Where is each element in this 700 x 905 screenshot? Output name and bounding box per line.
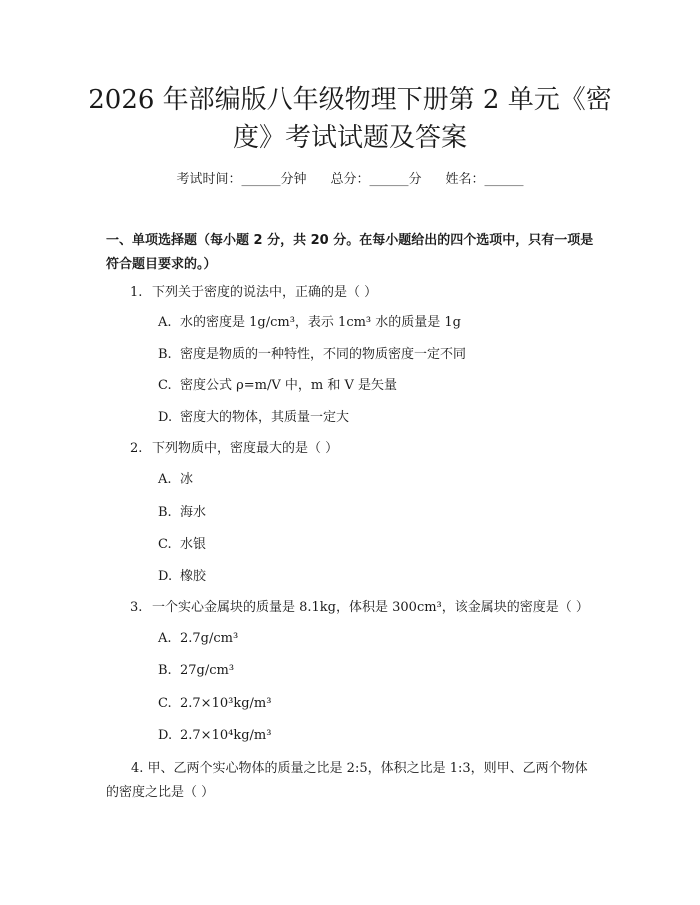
- option-text: 冰: [180, 472, 194, 487]
- section-heading: 一、单项选择题（每小题 2 分，共 20 分。在每小题给出的四个选项中，只有一项是符合题目要求的。）: [106, 233, 594, 272]
- question-2: [130, 437, 338, 461]
- option-1d: [158, 408, 349, 428]
- option-letter: B.: [158, 663, 172, 678]
- option-2c: [158, 535, 206, 555]
- option-text: 橡胶: [180, 569, 207, 584]
- exam-meta-row: [0, 168, 700, 187]
- option-letter: C.: [158, 696, 172, 711]
- option-3b: [158, 661, 234, 681]
- question-text: 下列关于密度的说法中，正确的是（ ）: [152, 285, 378, 300]
- option-letter: A.: [158, 315, 172, 330]
- option-1b: [158, 345, 466, 365]
- question-number: 4.: [131, 761, 144, 776]
- option-text: 密度是物质的一种特性，不同的物质密度一定不同: [180, 347, 467, 362]
- option-text: 海水: [180, 505, 207, 520]
- option-letter: B.: [158, 347, 172, 362]
- question-number: 1.: [130, 285, 143, 300]
- option-text: 水银: [180, 537, 207, 552]
- option-letter: D.: [158, 728, 173, 743]
- option-text: 2.7g/cm³: [180, 631, 239, 646]
- option-letter: C.: [158, 378, 172, 393]
- question-number: 2.: [130, 441, 143, 456]
- total-score: 总分：______分: [330, 172, 422, 187]
- option-1a: [158, 313, 461, 333]
- option-3d: [158, 726, 271, 746]
- question-1: [130, 281, 377, 305]
- exam-title-line-2: 度》考试试题及答案: [232, 123, 467, 153]
- option-3a: [158, 629, 238, 649]
- option-text: 2.7×10⁴kg/m³: [180, 728, 272, 743]
- option-letter: B.: [158, 505, 172, 520]
- question-text: 甲、乙两个实心物体的质量之比是 2:5，体积之比是 1:3，则甲、乙两个物体的密度之比是（ ）: [106, 761, 588, 800]
- option-text: 密度大的物体，其质量一定大: [180, 410, 350, 425]
- option-2a: [158, 470, 193, 490]
- option-text: 密度公式 ρ=m/V 中，m 和 V 是矢量: [180, 378, 398, 393]
- question-3: [130, 596, 589, 620]
- question-number: 3.: [130, 600, 143, 615]
- option-text: 27g/cm³: [180, 663, 235, 678]
- exam-time: 考试时间：______分钟: [176, 172, 307, 187]
- question-text: 下列物质中，密度最大的是（ ）: [152, 441, 339, 456]
- student-name: 姓名：______: [445, 172, 524, 187]
- option-letter: D.: [158, 410, 173, 425]
- question-4: [106, 757, 600, 805]
- option-2d: [158, 567, 206, 587]
- option-letter: C.: [158, 537, 172, 552]
- question-text: 一个实心金属块的质量是 8.1kg，体积是 300cm³，该金属块的密度是（ ）: [152, 600, 589, 615]
- option-letter: A.: [158, 631, 172, 646]
- option-text: 2.7×10³kg/m³: [180, 696, 272, 711]
- option-3c: [158, 694, 271, 714]
- option-2b: [158, 503, 206, 523]
- option-1c: [158, 376, 397, 396]
- option-text: 水的密度是 1g/cm³，表示 1cm³ 水的质量是 1g: [180, 315, 462, 330]
- exam-title-line-1: 2026 年部编版八年级物理下册第 2 单元《密: [88, 85, 612, 115]
- option-letter: A.: [158, 472, 172, 487]
- option-letter: D.: [158, 569, 173, 584]
